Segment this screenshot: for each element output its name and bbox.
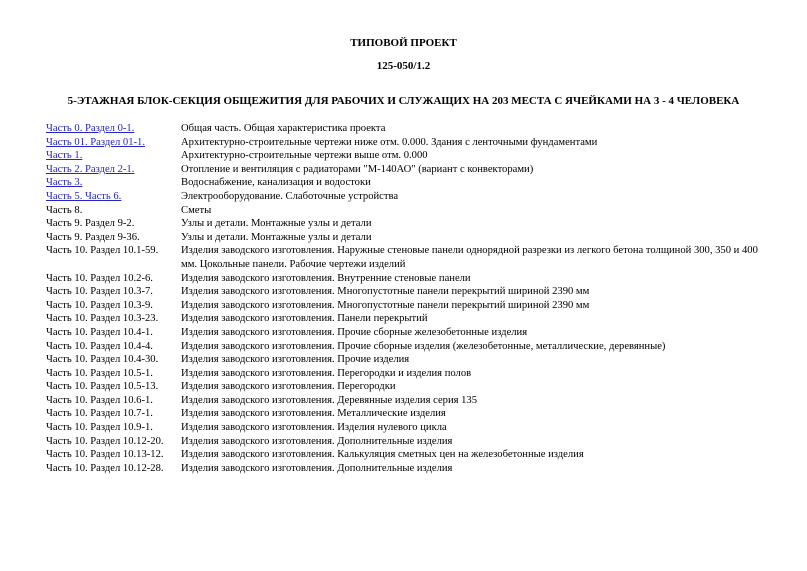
part-cell [46, 394, 181, 408]
list-item [46, 244, 768, 271]
part-label: Часть 10. Раздел 10.12-28. [46, 462, 164, 474]
part-description: Изделия заводского изготовления. Прочие изделия [181, 354, 410, 366]
part-cell [46, 435, 181, 449]
part-description: Изделия заводского изготовления. Многопустотные панели перекрытий шириной 2390 мм [181, 299, 590, 311]
list-item [46, 122, 768, 136]
part-label: Часть 8. [46, 204, 83, 216]
list-item [46, 421, 768, 435]
part-cell [46, 326, 181, 340]
part-link[interactable]: Часть 3. [46, 177, 83, 189]
part-cell [46, 244, 181, 271]
list-item [46, 394, 768, 408]
list-item [46, 136, 768, 150]
project-name: 5-ЭТАЖНАЯ БЛОК-СЕКЦИЯ ОБЩЕЖИТИЯ ДЛЯ РАБОЧИХ И СЛУЖАЩИХ НА 203 МЕСТА С ЯЧЕЙКАМИ НА 3 - 4 ЧЕЛОВЕКА [67, 95, 740, 107]
part-cell [46, 367, 181, 381]
list-item [46, 367, 768, 381]
part-description: Изделия заводского изготовления. Перегородки [181, 381, 396, 393]
list-item [46, 149, 768, 163]
list-item [46, 462, 768, 476]
list-item [46, 231, 768, 245]
list-item [46, 217, 768, 231]
part-label: Часть 10. Раздел 10.4-1. [46, 326, 153, 338]
list-item [46, 285, 768, 299]
contents-list [46, 122, 768, 475]
part-label: Часть 10. Раздел 10.13-12. [46, 449, 164, 461]
part-description: Электрооборудование. Слаботочные устройства [181, 190, 399, 202]
part-description: Изделия заводского изготовления. Деревянные изделия серия 135 [181, 394, 478, 406]
part-cell [46, 204, 181, 218]
part-description: Изделия заводского изготовления. Внутренние стеновые панели [181, 272, 471, 284]
part-cell [46, 272, 181, 286]
part-description: Архитектурно-строительные чертежи ниже отм. 0.000. Здания с ленточными фундаментами [181, 136, 598, 148]
part-description: Общая часть. Общая характеристика проекта [181, 123, 386, 134]
project-number: 125-050/1.2 [376, 60, 431, 72]
part-cell [46, 407, 181, 421]
part-cell [46, 136, 181, 150]
part-label: Часть 10. Раздел 10.4-30. [46, 354, 159, 366]
part-cell [46, 312, 181, 326]
part-description: Изделия заводского изготовления. Прочие сборные железобетонные изделия [181, 326, 528, 338]
part-label: Часть 10. Раздел 10.6-1. [46, 394, 153, 406]
part-description: Изделия заводского изготовления. Многопустотные панели перекрытий шириной 2390 мм [181, 286, 590, 298]
part-description: Сметы [181, 204, 212, 216]
part-label: Часть 10. Раздел 10.3-9. [46, 299, 153, 311]
part-link[interactable]: Часть 0. Раздел 0-1. [46, 123, 135, 134]
part-description: Изделия заводского изготовления. Дополнительные изделия [181, 462, 453, 474]
part-link[interactable]: Часть 5. Часть 6. [46, 190, 122, 202]
part-cell [46, 176, 181, 190]
part-cell [46, 299, 181, 313]
document-type-title: ТИПОВОЙ ПРОЕКТ [350, 37, 457, 49]
part-description: Изделия заводского изготовления. Прочие сборные изделия (железобетонные, металлические, деревянные) [181, 340, 666, 352]
part-cell [46, 421, 181, 435]
part-description: Архитектурно-строительные чертежи выше отм. 0.000 [181, 150, 428, 162]
list-item [46, 299, 768, 313]
part-label: Часть 10. Раздел 10.4-4. [46, 340, 153, 352]
part-label: Часть 10. Раздел 10.2-6. [46, 272, 153, 284]
part-cell [46, 353, 181, 367]
part-cell [46, 380, 181, 394]
part-label: Часть 10. Раздел 10.3-7. [46, 286, 153, 298]
part-label: Часть 9. Раздел 9-2. [46, 218, 135, 230]
part-description: Изделия заводского изготовления. Металлические изделия [181, 408, 446, 420]
list-item [46, 190, 768, 204]
part-link[interactable]: Часть 01. Раздел 01-1. [46, 136, 145, 148]
part-description: Отопление и вентиляция с радиаторами "М-140АО" (вариант с конвекторами) [181, 163, 534, 175]
list-item [46, 326, 768, 340]
list-item [46, 435, 768, 449]
part-cell [46, 285, 181, 299]
list-item [46, 312, 768, 326]
part-link[interactable]: Часть 1. [46, 150, 83, 162]
list-item [46, 340, 768, 354]
part-cell [46, 163, 181, 177]
part-label: Часть 10. Раздел 10.12-20. [46, 435, 164, 447]
part-description: Изделия заводского изготовления. Дополнительные изделия [181, 435, 453, 447]
part-description: Изделия заводского изготовления. Перегородки и изделия полов [181, 367, 472, 379]
part-link[interactable]: Часть 2. Раздел 2-1. [46, 163, 135, 175]
part-label: Часть 10. Раздел 10.3-23. [46, 313, 159, 325]
list-item [46, 380, 768, 394]
part-label: Часть 10. Раздел 10.5-13. [46, 381, 159, 393]
part-cell [46, 462, 181, 476]
part-description: Изделия заводского изготовления. Панели перекрытий [181, 313, 428, 325]
list-item [46, 176, 768, 190]
part-cell [46, 448, 181, 462]
part-label: Часть 10. Раздел 10.7-1. [46, 408, 153, 420]
part-description: Узлы и детали. Монтажные узлы и детали [181, 231, 372, 243]
part-label: Часть 10. Раздел 10.5-1. [46, 367, 153, 379]
part-description: Изделия заводского изготовления. Калькуляция сметных цен на железобетонные изделия [181, 449, 584, 461]
list-item [46, 353, 768, 367]
list-item [46, 448, 768, 462]
part-cell [46, 231, 181, 245]
part-label: Часть 10. Раздел 10.1-59. [46, 245, 159, 257]
list-item [46, 204, 768, 218]
part-description: Узлы и детали. Монтажные узлы и детали [181, 218, 372, 230]
part-label: Часть 9. Раздел 9-36. [46, 231, 140, 243]
part-description: Изделия заводского изготовления. Изделия нулевого цикла [181, 422, 447, 434]
part-description: Изделия заводского изготовления. Наружные стеновые панели однорядной разрезки из легкого бетона толщиной 300, 350 и 400 мм. Цокольные панели. Рабочие чертежи изделий [181, 245, 758, 270]
part-cell [46, 217, 181, 231]
list-item [46, 407, 768, 421]
part-label: Часть 10. Раздел 10.9-1. [46, 422, 153, 434]
part-cell [46, 122, 181, 136]
list-item [46, 272, 768, 286]
list-item [46, 163, 768, 177]
part-description: Водоснабжение, канализация и водостоки [181, 177, 371, 189]
part-cell [46, 190, 181, 204]
part-cell [46, 149, 181, 163]
part-cell [46, 340, 181, 354]
